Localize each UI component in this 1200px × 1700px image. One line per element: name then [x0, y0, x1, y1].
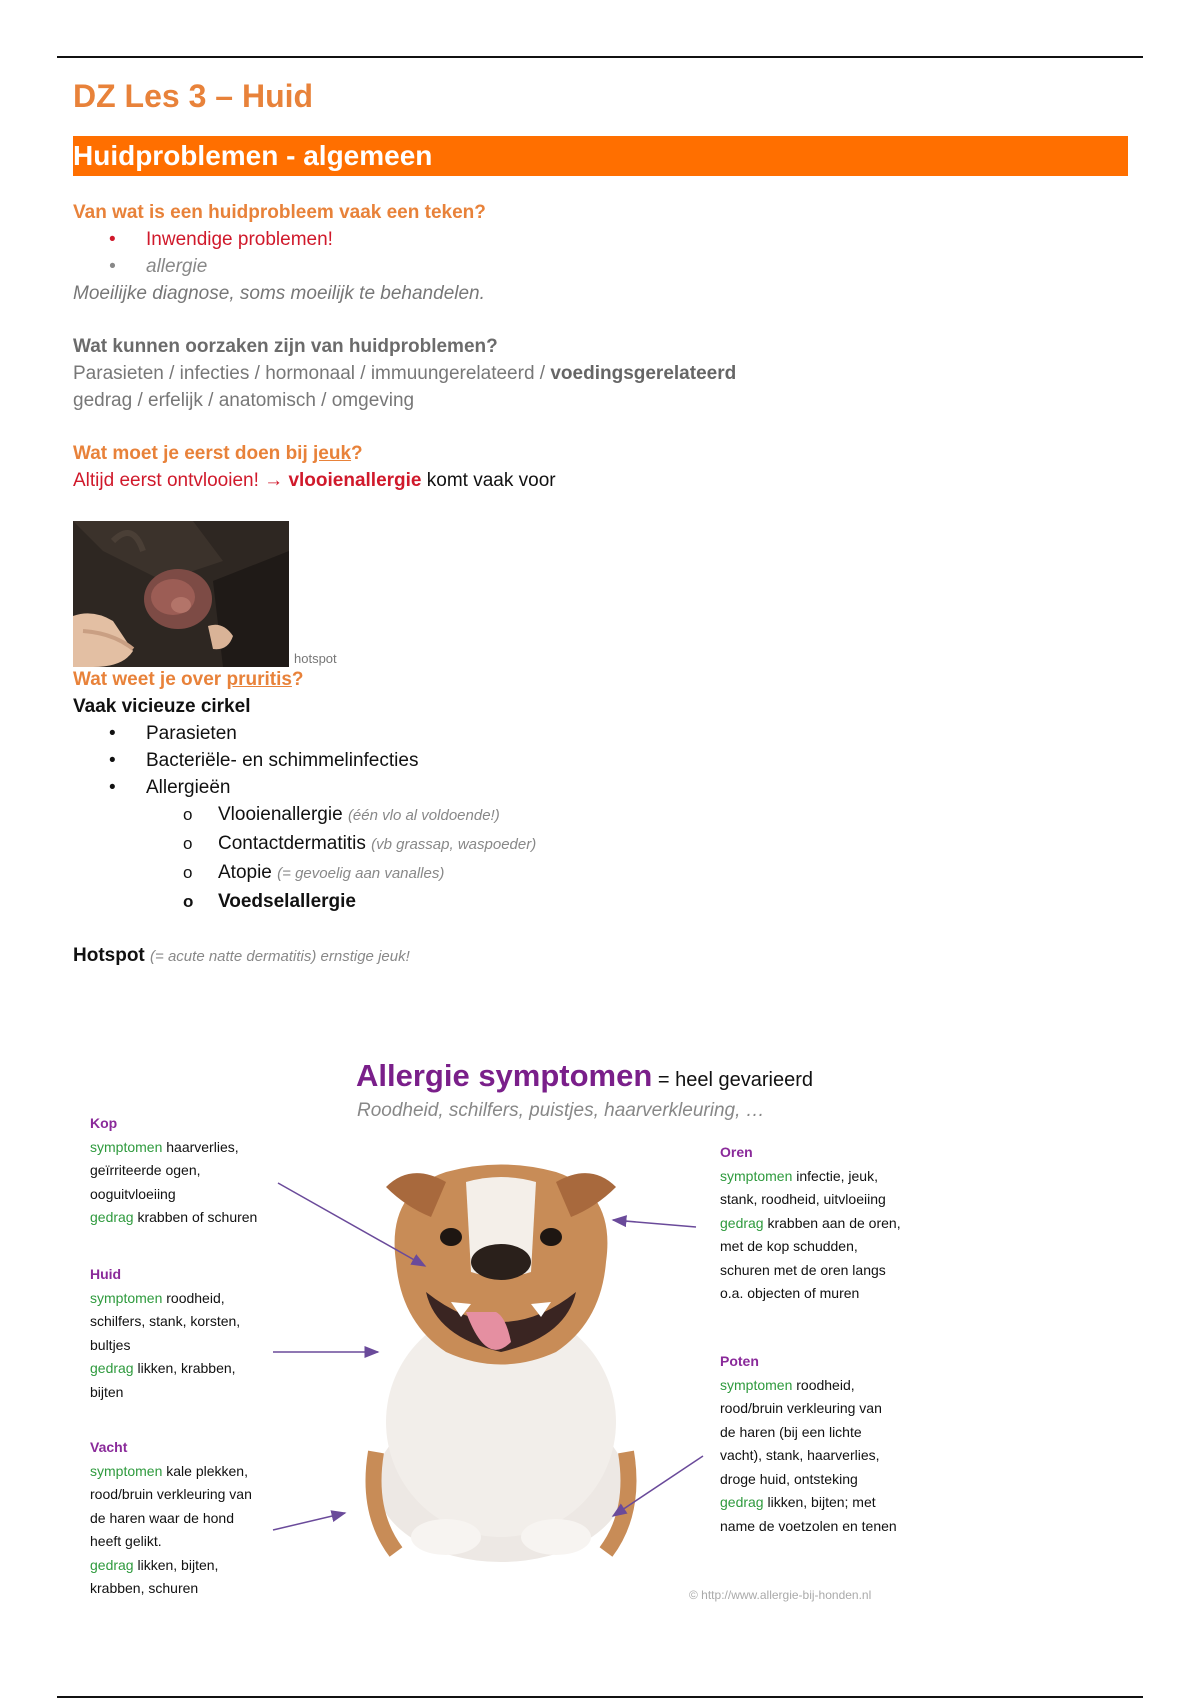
circle-bullet-icon: o	[183, 805, 193, 824]
document-title: DZ Les 3 – Huid	[73, 78, 314, 114]
image-credit: © http://www.allergie-bij-honden.nl	[689, 1588, 872, 1602]
vacht-block: Vacht symptomen kale plekken, rood/bruin verkleuring van de haren waar de hond heeft gelikt. gedrag likken, bijten, krabben, schuren	[90, 1439, 252, 1596]
question-block-3	[73, 441, 1128, 494]
bullet-icon: •	[109, 256, 116, 277]
pruritis-list	[73, 720, 1128, 801]
question-block-2	[73, 334, 1128, 414]
causes-line-1: Parasieten / infecties / hormonaal / immuungerelateerd / voedingsgerelateerd	[73, 363, 737, 384]
list-item: • Bacteriële- en schimmelinfecties	[73, 747, 1128, 774]
hotspot-line: Hotspot (= acute natte dermatitis) ernstige jeuk!	[73, 945, 410, 966]
infographic-subtitle: Roodheid, schilfers, puistjes, haarverkleuring, …	[357, 1100, 765, 1121]
list-item: • allergie	[73, 253, 1128, 280]
arrow-vacht	[273, 1513, 345, 1530]
infographic-title: Allergie symptomen = heel gevarieerd	[356, 1058, 813, 1093]
question-block-1	[73, 200, 1128, 307]
pointer-arrows	[73, 1040, 933, 1620]
allergy-sublist	[73, 801, 1128, 916]
allergy-infographic	[73, 1040, 933, 1620]
hotspot-photo	[73, 521, 289, 667]
answer-3: Altijd eerst ontvlooien! → vlooienallergie komt vaak voor	[73, 470, 556, 491]
hotspot-photo-block	[73, 521, 1128, 667]
sub-list-item: o Atopie (= gevoelig aan vanalles)	[73, 859, 1128, 888]
arrow-poten	[613, 1456, 703, 1516]
bullet-icon: •	[109, 750, 116, 771]
section-banner: Huidproblemen - algemeen	[73, 136, 1128, 176]
list-item: • Parasieten	[73, 720, 1128, 747]
circle-bullet-icon: o	[183, 834, 193, 853]
top-rule	[57, 56, 1143, 58]
question-block-4	[73, 667, 1128, 916]
kop-block: Kop symptomen haarverlies, geïrriteerde ogen, ooguitvloeiing gedrag krabben of schuren	[90, 1115, 258, 1225]
arrow-icon: →	[264, 470, 284, 491]
answer-list-1	[73, 226, 1128, 280]
question-3: Wat moet je eerst doen bij jeuk?	[73, 443, 363, 464]
causes-line-2: gedrag / erfelijk / anatomisch / omgeving	[73, 390, 415, 411]
sub-list-item: o Vlooienallergie (één vlo al voldoende!)	[73, 801, 1128, 830]
photo-caption: hotspot	[294, 651, 337, 666]
bullet-icon: •	[109, 777, 116, 798]
sub-list-item: o Voedselallergie	[73, 888, 1128, 916]
huid-block: Huid symptomen roodheid, schilfers, stank, korsten, bultjes gedrag likken, krabben, bijten	[90, 1266, 241, 1400]
sub-list-item: o Contactdermatitis (vb grassap, waspoeder)	[73, 830, 1128, 859]
list-item: • Allergieën	[73, 774, 1128, 801]
oren-block: Oren symptomen infectie, jeuk, stank, roodheid, uitvloeiing gedrag krabben aan de oren, met de kop schudden, schuren met de oren langs o.a. objecten of muren	[720, 1144, 901, 1301]
bullet-icon: •	[109, 229, 116, 250]
question-4: Wat weet je over pruritis?	[73, 669, 304, 690]
bullet-icon: •	[109, 723, 116, 744]
list-item: • Inwendige problemen!	[73, 226, 1128, 253]
arrow-kop	[278, 1183, 425, 1266]
circle-bullet-icon: o	[183, 892, 194, 911]
bottom-rule	[57, 1696, 1143, 1698]
question-1: Van wat is een huidprobleem vaak een teken?	[73, 202, 486, 223]
note-text: Moeilijke diagnose, soms moeilijk te behandelen.	[73, 283, 485, 304]
lead-text: Vaak vicieuze cirkel	[73, 696, 251, 717]
arrow-oren	[613, 1220, 696, 1227]
question-2: Wat kunnen oorzaken zijn van huidproblemen?	[73, 336, 498, 357]
poten-block: Poten symptomen roodheid, rood/bruin verkleuring van de haren (bij een lichte vacht), stank, haarverlies, droge huid, ontsteking gedrag likken, bijten; met name de voetzolen en tenen	[720, 1353, 897, 1534]
circle-bullet-icon: o	[183, 863, 193, 882]
document-body	[73, 72, 1128, 970]
